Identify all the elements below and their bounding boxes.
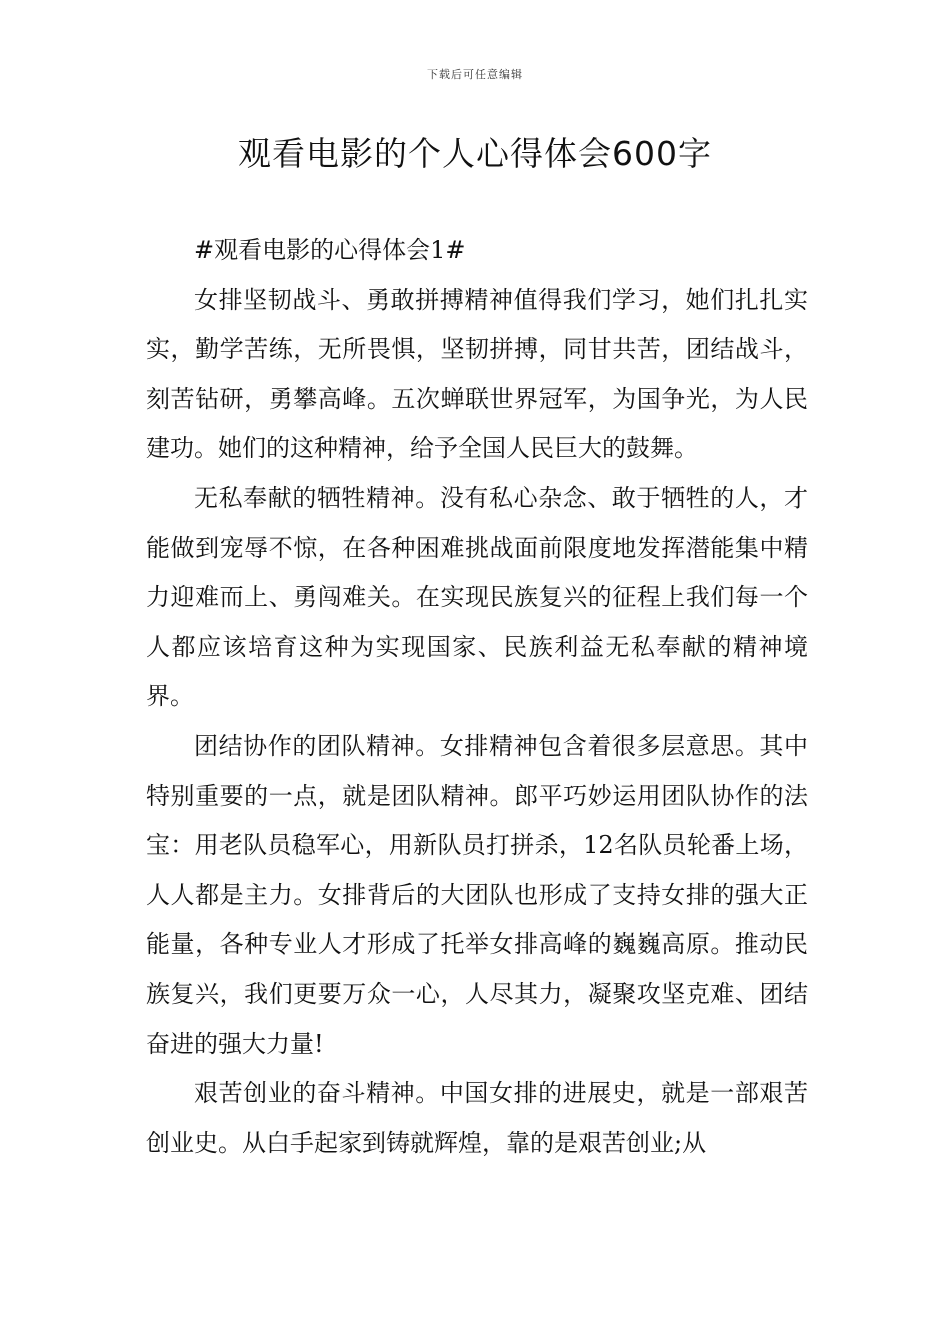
paragraph: 女排坚韧战斗、勇敢拼搏精神值得我们学习，她们扎扎实实，勤学苦练，无所畏惧，坚韧拼搏，同甘共苦，团结战斗，刻苦钻研，勇攀高峰。五次蝉联世界冠军，为国争光，为人民建功。她们的这种精神，给予全国人民巨大的鼓舞。 [146,285,808,463]
paragraph: 无私奉献的牺牲精神。没有私心杂念、敢于牺牲的人，才能做到宠辱不惊，在各种困难挑战面前限度地发挥潜能集中精力迎难而上、勇闯难关。在实现民族复兴的征程上我们每一个人都应该培育这种为实现国家、民族利益无私奉献的精神境界。 [146,483,808,711]
document-body [146,226,808,1168]
header-note: 下载后可任意编辑 [427,68,523,81]
paragraph: 团结协作的团队精神。女排精神包含着很多层意思。其中特别重要的一点，就是团队精神。郎平巧妙运用团队协作的法宝：用老队员稳军心，用新队员打拼杀，12名队员轮番上场，人人都是主力。女排背后的大团队也形成了支持女排的强大正能量，各种专业人才形成了托举女排高峰的巍巍高原。推动民族复兴，我们更要万众一心，人尽其力，凝聚攻坚克难、团结奋进的强大力量! [146,731,808,1058]
document-title: 观看电影的个人心得体会600字 [238,134,712,173]
paragraph: 艰苦创业的奋斗精神。中国女排的进展史，就是一部艰苦创业史。从白手起家到铸就辉煌，靠的是艰苦创业;从 [146,1079,808,1157]
section-heading: #观看电影的心得体会1# [194,236,466,264]
